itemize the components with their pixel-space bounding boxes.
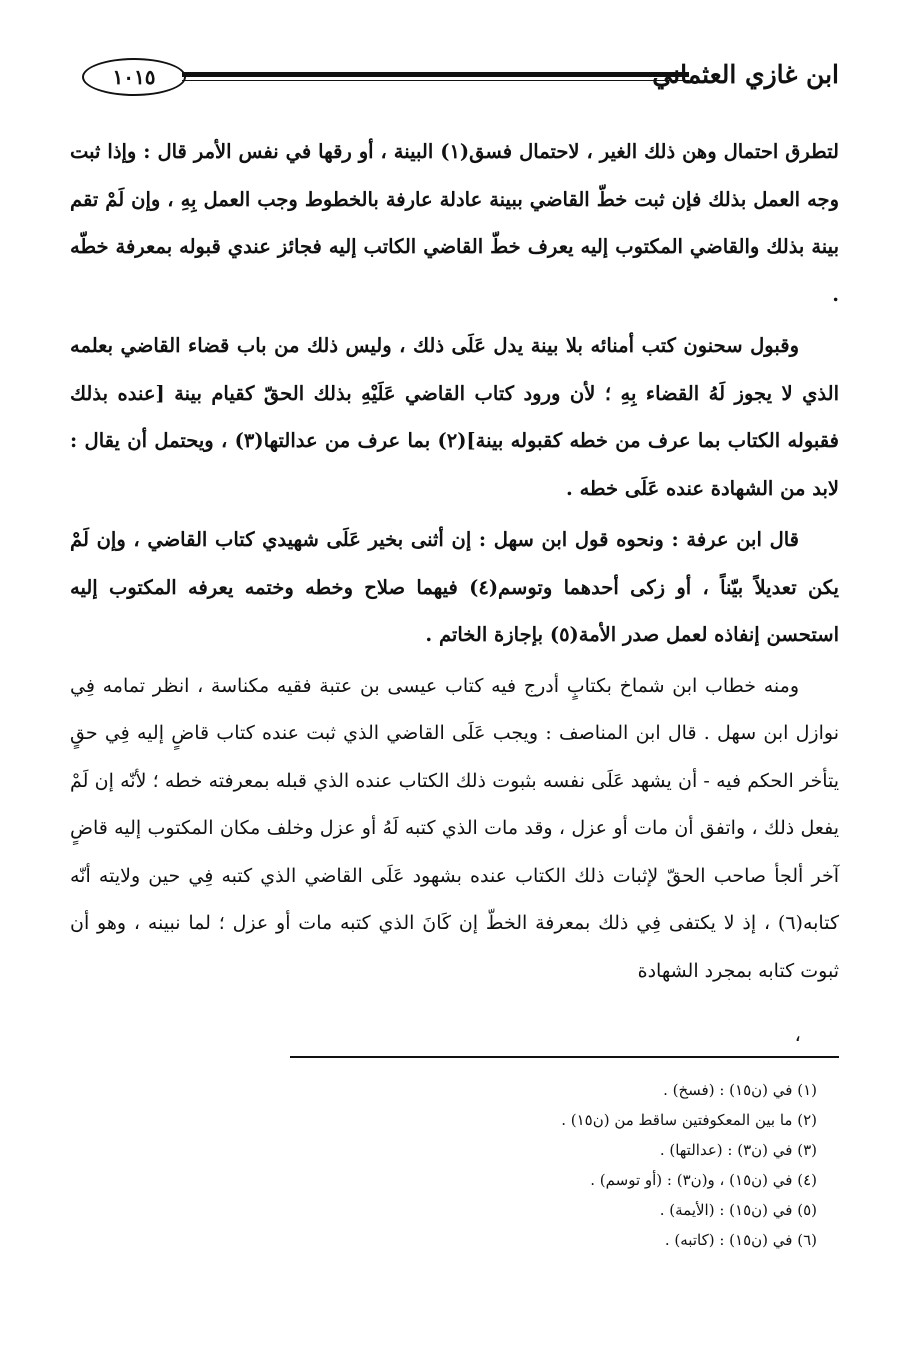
footnote-3: (٣) في (ن٣) : (عدالتها) . — [659, 1141, 817, 1159]
footnote-5: (٥) في (ن١٥) : (الأيمة) . — [659, 1201, 817, 1219]
paragraph-2: وقبول سحنون كتب أمنائه بلا بينة يدل عَلَى ذلك ، وليس ذلك من باب قضاء القاضي بعلمه الذي لا يجوز لَهُ القضاء بِهِ ؛ لأن ورود كتاب القاضي عَلَيْهِ بذلك الحقّ كقيام بينة [عنده بذلك فقبوله الكتاب بما عرف من خطه كقبوله بينة](٢) بما عرف من عدالتها(٣) ، ويحتمل أن يقال : لابد من الشهادة عنده عَلَى خطه . — [70, 334, 839, 500]
trailing-mark: ، — [794, 1022, 801, 1046]
paragraph-4: ومنه خطاب ابن شماخ بكتابٍ أدرج فيه كتاب عيسى بن عتبة فقيه مكناسة ، انظر تمامه فِي نوازل ابن سهل . قال ابن المناصف : ويجب عَلَى القاضي الذي ثبت عنده كتاب قاضٍ إليه فِي حقٍ يتأخر الحكم فيه - أن يشهد عَلَى نفسه بثبوت ذلك الكتاب عنده الذي قبله بمعرفته خطه ؛ لأنّه إن لَمْ يفعل ذلك ، واتفق أن مات أو عزل ، وقد مات الذي كتبه لَهُ أو عزل وخلف مكان المكتوب إليه قاضٍ آخر ألجأ صاحب الحقّ لإثبات ذلك الكتاب عنده بشهود عَلَى القاضي الذي كتبه فِي حين ولايته أنّه كتابه(٦) ، إذ لا يكتفى فِي ذلك بمعرفة الخطّ إن كَانَ الذي كتبه مات أو عزل ؛ لما نبينه ، وهو أن ثبوت كتابه بمجرد الشهادة — [70, 674, 839, 982]
paragraph-1: لتطرق احتمال وهن ذلك الغير ، لاحتمال فسق(١) البينة ، أو رقها في نفس الأمر قال : وإذا ثبت وجه العمل بذلك فإن ثبت خطّ القاضي ببينة عادلة عارفة بالخطوط وجب العمل بِهِ ، وإن لَمْ تقم بينة بذلك والقاضي المكتوب إليه يعرف خطّ القاضي الكاتب إليه فجائز عندي قبوله بمعرفة خطّه . — [70, 140, 839, 306]
footnote-6: (٦) في (ن١٥) : (كاتبه) . — [664, 1231, 817, 1249]
main-text — [70, 128, 839, 999]
page-number: ١٠١٥ — [82, 58, 186, 96]
footnote-4: (٤) في (ن١٥) ، و(ن٣) : (أو توسم) . — [590, 1171, 817, 1189]
running-title: ابن غازي العثماني — [652, 60, 839, 89]
header-rule — [182, 72, 689, 81]
footnote-1: (١) في (ن١٥) : (فسخ) . — [663, 1081, 817, 1099]
footnote-2: (٢) ما بين المعكوفتين ساقط من (ن١٥) . — [561, 1111, 817, 1129]
page-header — [82, 52, 839, 108]
footnotes — [290, 1075, 817, 1255]
footnote-separator — [290, 1056, 839, 1058]
paragraph-3: قال ابن عرفة : ونحوه قول ابن سهل : إن أثنى بخير عَلَى شهيدي كتاب القاضي ، وإن لَمْ يكن تعديلاً بيّناً ، أو زكى أحدهما وتوسم(٤) فيهما صلاح وخطه وختمه يعرفه المكتوب إليه استحسن إنفاذه لعمل صدر الأمة(٥) بإجازة الخاتم . — [70, 528, 839, 646]
